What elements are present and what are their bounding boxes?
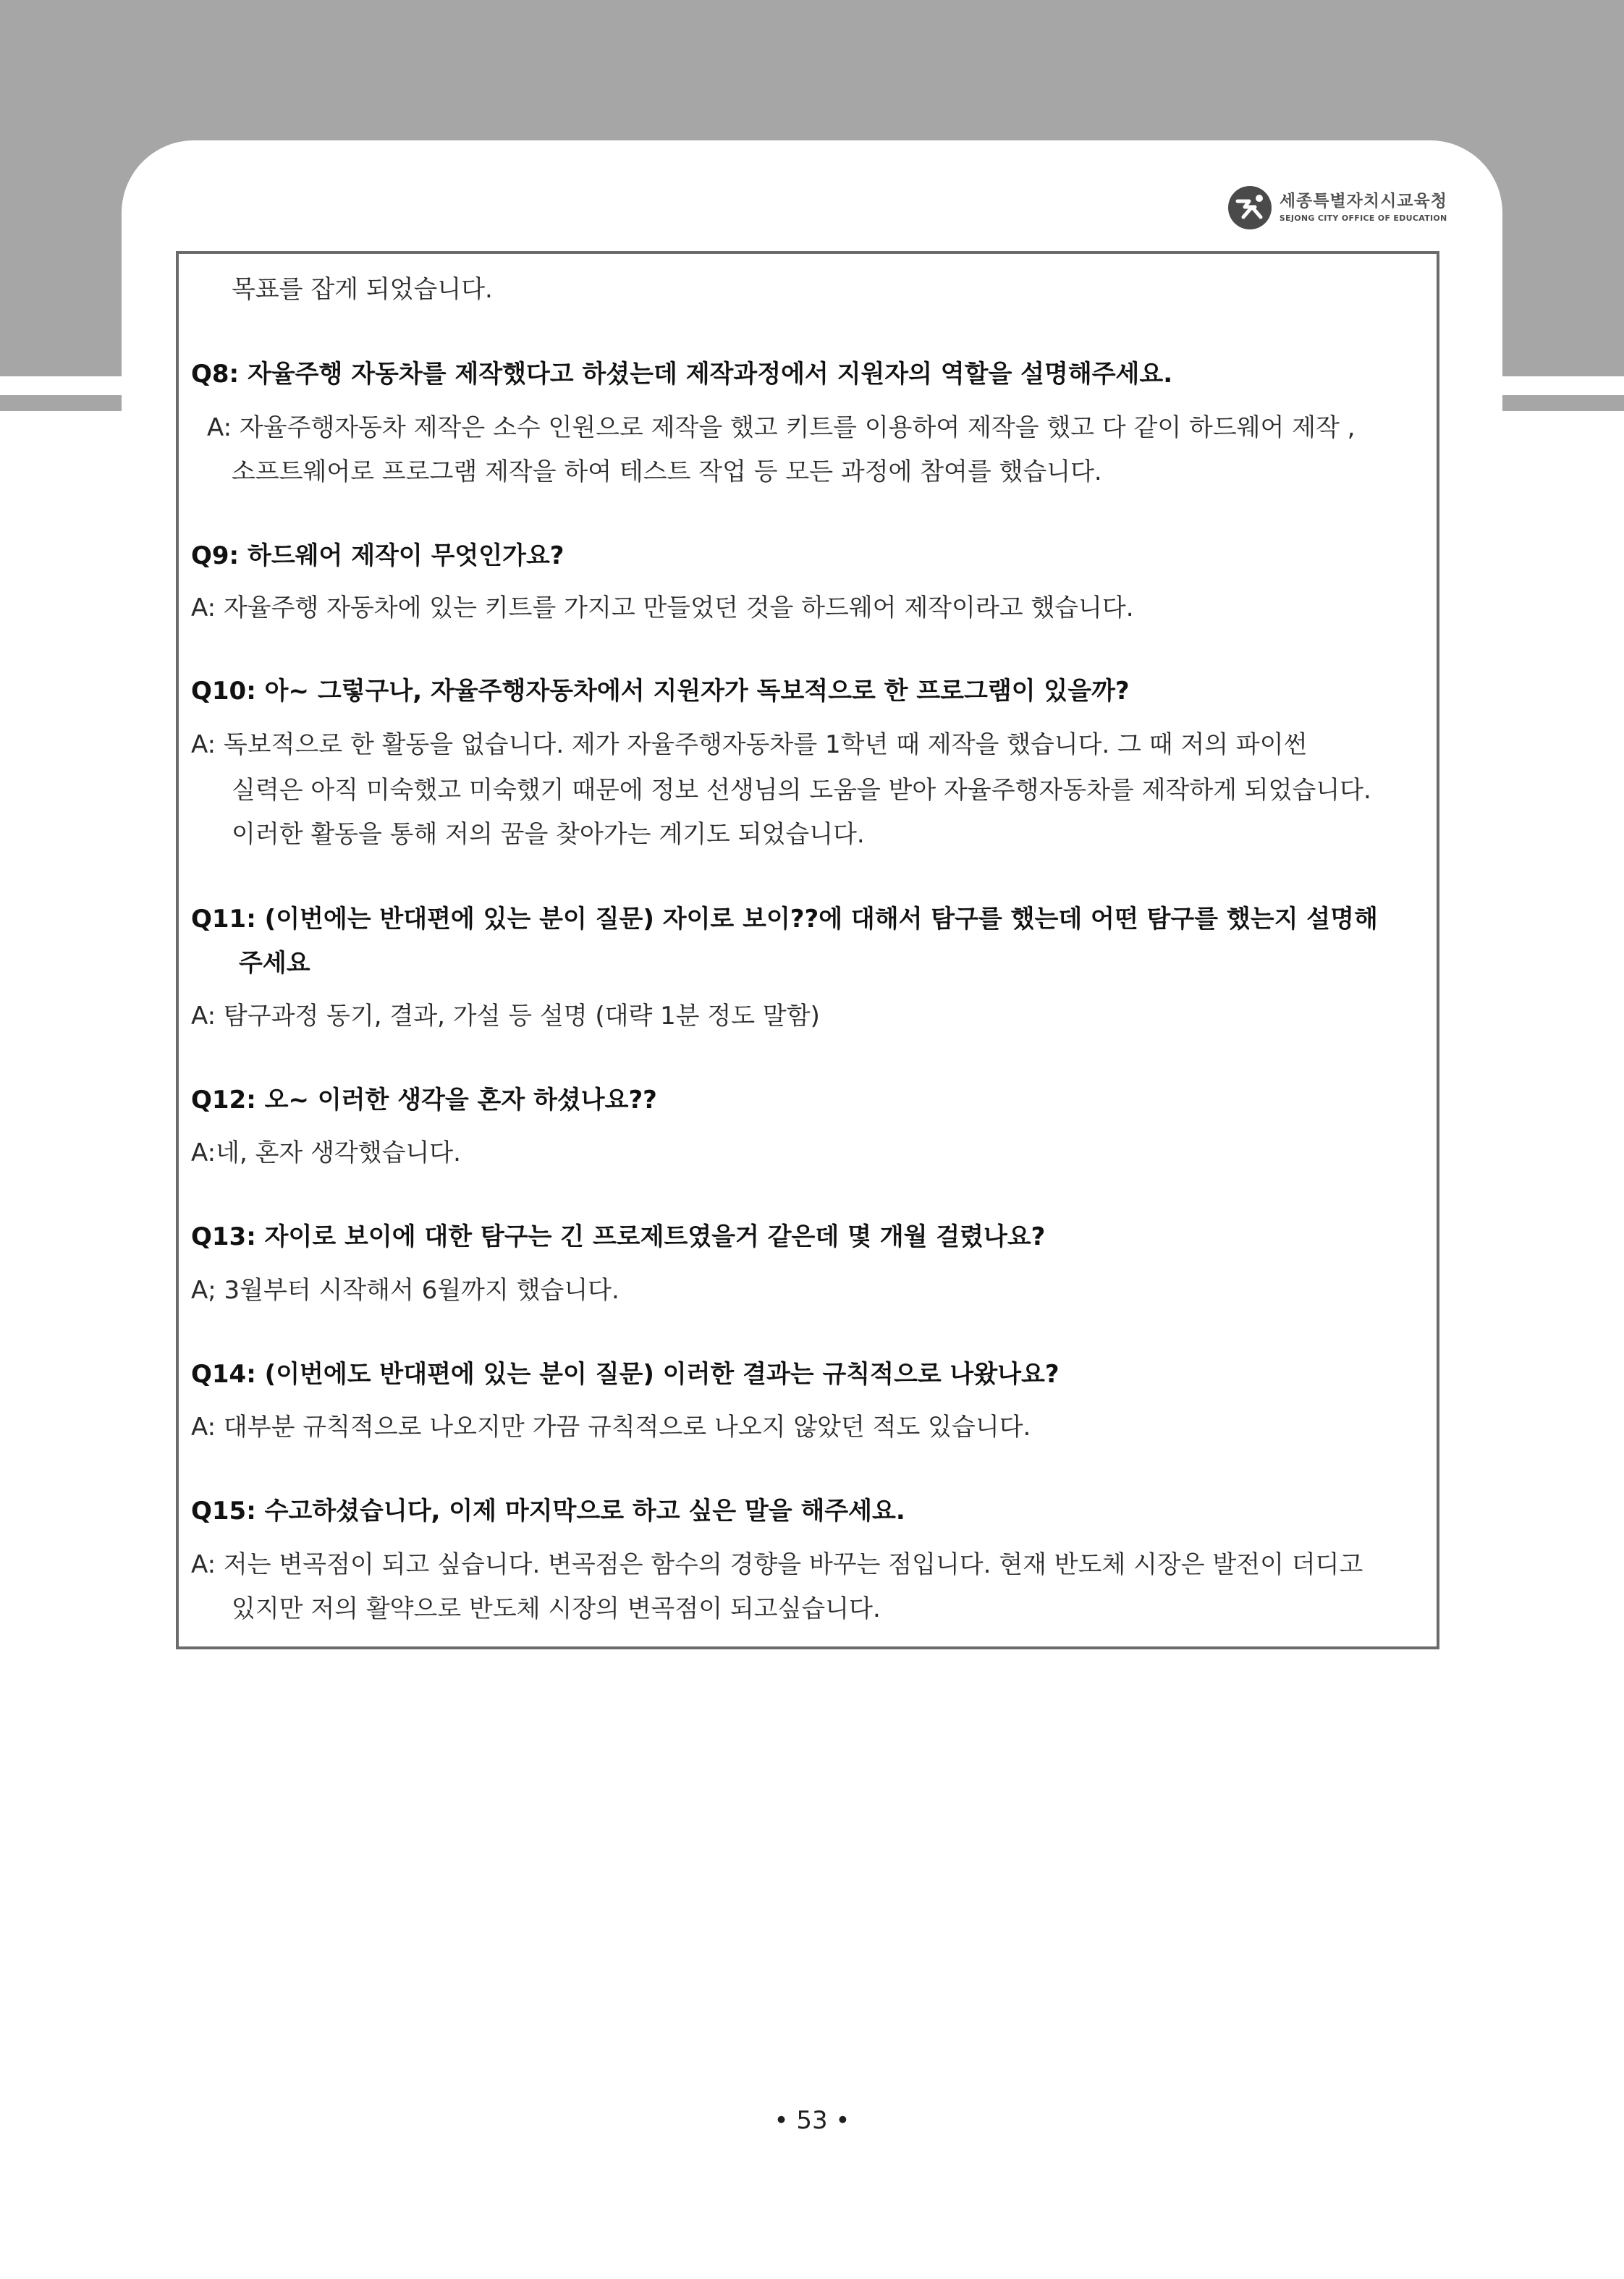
- intro-continuation: 목표를 잡게 되었습니다.: [232, 275, 493, 304]
- answer-q15-line2: 있지만 저의 활약으로 반도체 시장의 변곡점이 되고싶습니다.: [232, 1594, 881, 1623]
- answer-q9-line1: A: 자율주행 자동차에 있는 키트를 가지고 만들었던 것을 하드웨어 제작이라고 했습니다.: [191, 593, 1134, 622]
- answer-q8-line2: 소프트웨어로 프로그램 제작을 하여 테스트 작업 등 모든 과정에 참여를 했습니다.: [232, 457, 1102, 486]
- question-q8: Q8: 자율주행 자동차를 제작했다고 하셨는데 제작과정에서 지원자의 역할을 설명해주세요.: [191, 360, 1173, 389]
- question-q15: Q15: 수고하셨습니다, 이제 마지막으로 하고 싶은 말을 해주세요.: [191, 1497, 905, 1526]
- question-q9: Q9: 하드웨어 제작이 무엇인가요?: [191, 541, 564, 570]
- org-name-english: SEJONG CITY OFFICE OF EDUCATION: [1279, 213, 1447, 223]
- answer-q10-line3: 이러한 활동을 통해 저의 꿈을 찾아가는 계기도 되었습니다.: [232, 820, 865, 849]
- answer-q10-line1: A: 독보적으로 한 활동을 없습니다. 제가 자율주행자동차를 1학년 때 제작을 했습니다. 그 때 저의 파이썬: [191, 730, 1308, 759]
- answer-q15-line1: A: 저는 변곡점이 되고 싶습니다. 변곡점은 함수의 경향을 바꾸는 점입니다. 현재 반도체 시장은 발전이 더디고: [191, 1550, 1363, 1579]
- answer-q8-line1: A: 자율주행자동차 제작은 소수 인원으로 제작을 했고 키트를 이용하여 제작을 했고 다 같이 하드웨어 제작 ,: [207, 413, 1356, 442]
- answer-q13-line1: A; 3월부터 시작해서 6월까지 했습니다.: [191, 1276, 619, 1305]
- question-q11-line2: 주세요: [239, 949, 310, 978]
- answer-q10-line2: 실력은 아직 미숙했고 미숙했기 때문에 정보 선생님의 도움을 받아 자율주행자동차를 제작하게 되었습니다.: [232, 776, 1371, 805]
- org-name-korean: 세종특별자치시교육청: [1279, 192, 1447, 211]
- right-accent-stripe: [1502, 395, 1624, 411]
- question-q12: Q12: 오~ 이러한 생각을 혼자 하셨나요??: [191, 1086, 657, 1115]
- page-number: • 53 •: [774, 2106, 850, 2135]
- org-logo: [1227, 185, 1447, 230]
- answer-q11-line1: A: 탐구과정 동기, 결과, 가설 등 설명 (대략 1분 정도 말함): [191, 1002, 820, 1031]
- question-q13: Q13: 자이로 보이에 대한 탐구는 긴 프로제트였을거 같은데 몇 개월 걸렸나요?: [191, 1222, 1046, 1251]
- sejong-emblem-icon: [1227, 185, 1272, 230]
- answer-q14-line1: A: 대부분 규칙적으로 나오지만 가끔 규칙적으로 나오지 않았던 적도 있습니다.: [191, 1413, 1031, 1442]
- left-accent-stripe: [0, 395, 122, 411]
- question-q14: Q14: (이번에도 반대편에 있는 분이 질문) 이러한 결과는 규칙적으로 나왔나요?: [191, 1360, 1060, 1389]
- question-q10: Q10: 아~ 그렇구나, 자율주행자동차에서 지원자가 독보적으로 한 프로그램이 있을까?: [191, 677, 1130, 706]
- question-q11-line1: Q11: (이번에는 반대편에 있는 분이 질문) 자이로 보이??에 대해서 탐구를 했는데 어떤 탐구를 했는지 설명해: [191, 905, 1378, 934]
- answer-q12-line1: A:네, 혼자 생각했습니다.: [191, 1138, 461, 1167]
